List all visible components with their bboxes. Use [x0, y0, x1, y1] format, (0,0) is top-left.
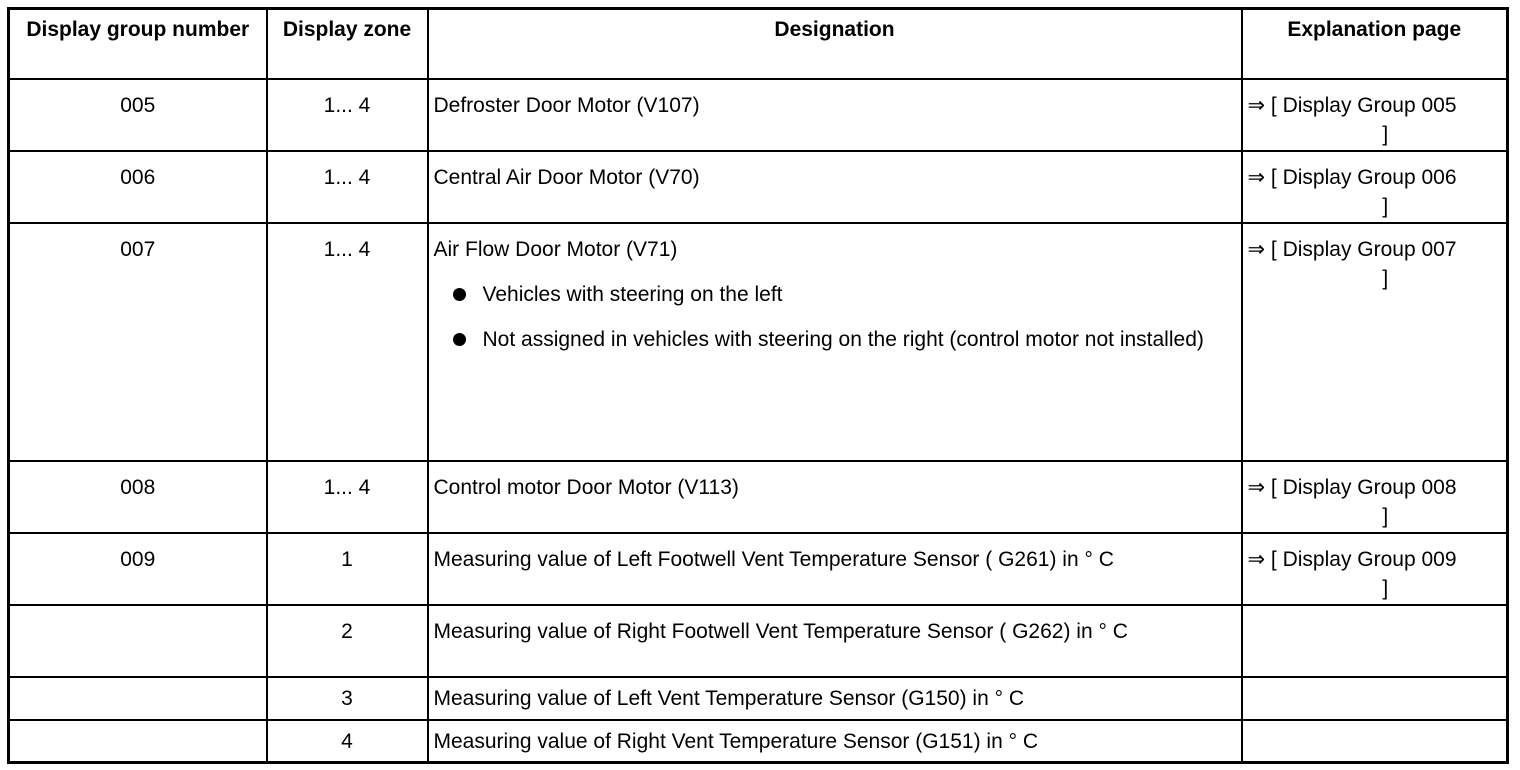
table-row [9, 677, 1508, 720]
explanation-link-text[interactable]: ⇒ [ Display Group 006 [1247, 165, 1457, 189]
explanation-link-group-008[interactable] [1242, 461, 1508, 533]
zone-cell: 1... 4 [267, 79, 428, 151]
explanation-link-close: ] [1382, 504, 1389, 528]
explanation-cell-empty [1242, 677, 1508, 720]
designation-cell: Control motor Door Motor (V113) [428, 461, 1242, 533]
group-number-cell [9, 720, 267, 763]
explanation-link-close: ] [1382, 576, 1389, 600]
bullet-list [434, 280, 1236, 354]
explanation-link-text[interactable]: ⇒ [ Display Group 007 [1247, 237, 1457, 261]
designation-cell [428, 223, 1242, 461]
designation-cell: Measuring value of Right Vent Temperature Sensor (G151) in ° C [428, 720, 1242, 763]
explanation-cell-empty [1242, 605, 1508, 677]
explanation-link-group-009[interactable] [1242, 533, 1508, 605]
header-row [9, 9, 1508, 79]
header-designation: Designation [428, 9, 1242, 79]
explanation-link-close: ] [1382, 194, 1389, 218]
zone-cell: 1... 4 [267, 461, 428, 533]
group-number-cell: 006 [9, 151, 267, 223]
designation-cell: Central Air Door Motor (V70) [428, 151, 1242, 223]
table-row [9, 605, 1508, 677]
header-explanation-page: Explanation page [1242, 9, 1508, 79]
explanation-link-group-006[interactable] [1242, 151, 1508, 223]
bullet-text: Vehicles with steering on the left [482, 282, 783, 306]
group-number-cell: 005 [9, 79, 267, 151]
table-row [9, 720, 1508, 763]
designation-cell: Measuring value of Left Footwell Vent Temperature Sensor ( G261) in ° C [428, 533, 1242, 605]
explanation-link-close: ] [1382, 266, 1389, 290]
explanation-link-close: ] [1382, 122, 1389, 146]
zone-cell: 1... 4 [267, 223, 428, 461]
explanation-link-text[interactable]: ⇒ [ Display Group 008 [1247, 475, 1457, 499]
table-row [9, 223, 1508, 461]
designation-cell: Measuring value of Right Footwell Vent Temperature Sensor ( G262) in ° C [428, 605, 1242, 677]
table-row [9, 151, 1508, 223]
table-row [9, 533, 1508, 605]
zone-cell: 2 [267, 605, 428, 677]
table-row [9, 461, 1508, 533]
designation-cell: Defroster Door Motor (V107) [428, 79, 1242, 151]
designation-cell: Measuring value of Left Vent Temperature Sensor (G150) in ° C [428, 677, 1242, 720]
bullet-text: Not assigned in vehicles with steering on the right (control motor not installed) [482, 327, 1204, 351]
zone-cell: 1 [267, 533, 428, 605]
header-display-group-number: Display group number [9, 9, 267, 79]
explanation-link-text[interactable]: ⇒ [ Display Group 005 [1247, 93, 1457, 117]
explanation-link-group-007[interactable] [1242, 223, 1508, 461]
explanation-cell-empty [1242, 720, 1508, 763]
group-number-cell [9, 677, 267, 720]
group-number-cell: 008 [9, 461, 267, 533]
group-number-cell: 007 [9, 223, 267, 461]
explanation-link-text[interactable]: ⇒ [ Display Group 009 [1247, 547, 1457, 571]
zone-cell: 4 [267, 720, 428, 763]
designation-text: Air Flow Door Motor (V71) [433, 237, 678, 261]
header-display-zone: Display zone [267, 9, 428, 79]
bullet-icon [453, 288, 466, 301]
list-item [434, 280, 1236, 309]
zone-cell: 3 [267, 677, 428, 720]
group-number-cell [9, 605, 267, 677]
bullet-icon [453, 333, 466, 346]
group-number-cell: 009 [9, 533, 267, 605]
table-row [9, 79, 1508, 151]
list-item [434, 325, 1236, 354]
explanation-link-group-005[interactable] [1242, 79, 1508, 151]
display-group-table [7, 7, 1509, 764]
zone-cell: 1... 4 [267, 151, 428, 223]
